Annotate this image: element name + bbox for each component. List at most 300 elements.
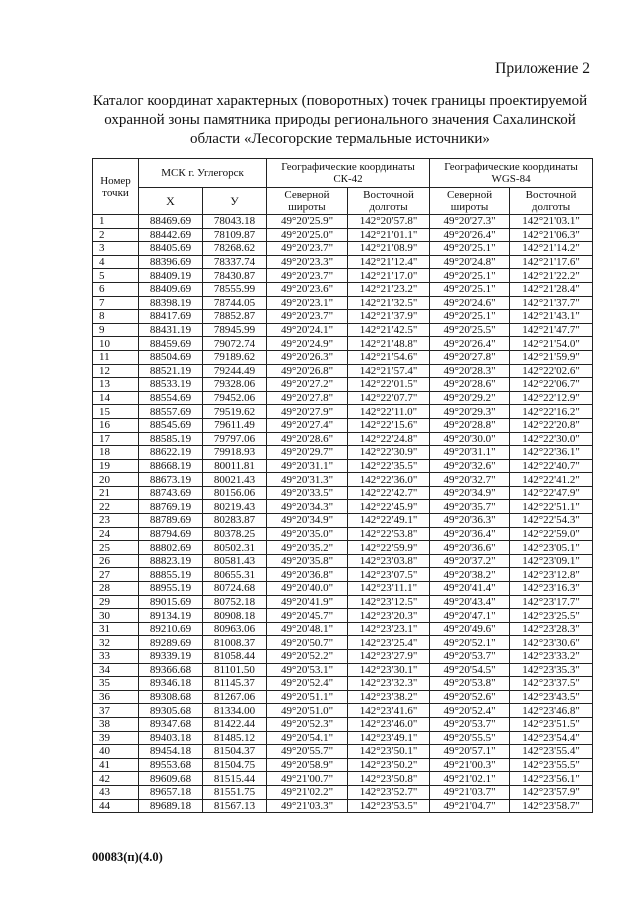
msk-x: 88789.69 (139, 514, 203, 528)
sk42-latitude: 49°20'31.3" (267, 473, 348, 487)
msk-x: 88442.69 (139, 228, 203, 242)
sk42-longitude: 142°22'35.5" (348, 459, 430, 473)
table-row (93, 405, 593, 419)
msk-x: 89454.18 (139, 745, 203, 759)
title-line: Каталог координат характерных (поворотных) точек границы проектируемой (92, 93, 588, 109)
msk-x: 89553.68 (139, 758, 203, 772)
point-number: 17 (93, 432, 139, 446)
wgs84-latitude: 49°20'36.6" (430, 541, 510, 555)
wgs84-longitude: 142°21'17.6" (510, 255, 593, 269)
wgs84-longitude: 142°23'28.3" (510, 622, 593, 636)
wgs84-latitude: 49°20'53.7" (430, 717, 510, 731)
sk42-latitude: 49°20'51.0" (267, 704, 348, 718)
point-number: 22 (93, 500, 139, 514)
msk-y: 79611.49 (203, 418, 267, 432)
wgs84-latitude: 49°21'02.1" (430, 772, 510, 786)
point-number: 5 (93, 269, 139, 283)
sk42-longitude: 142°22'45.9" (348, 500, 430, 514)
msk-x: 88409.69 (139, 282, 203, 296)
wgs84-longitude: 142°23'30.6" (510, 636, 593, 650)
msk-x: 88823.19 (139, 554, 203, 568)
table-row (93, 514, 593, 528)
sk42-longitude: 142°21'54.6" (348, 350, 430, 364)
wgs84-latitude: 49°20'32.7" (430, 473, 510, 487)
wgs84-latitude: 49°20'27.3" (430, 215, 510, 229)
wgs84-longitude: 142°22'40.7" (510, 459, 593, 473)
wgs84-longitude: 142°23'35.3" (510, 663, 593, 677)
header-wgs84-lon: Восточной долготы (510, 188, 593, 215)
msk-x: 88396.69 (139, 255, 203, 269)
msk-y: 78555.99 (203, 282, 267, 296)
wgs84-longitude: 142°23'51.5" (510, 717, 593, 731)
msk-x: 88673.19 (139, 473, 203, 487)
sk42-longitude: 142°23'03.8" (348, 554, 430, 568)
wgs84-longitude: 142°22'02.6" (510, 364, 593, 378)
sk42-latitude: 49°20'27.4" (267, 418, 348, 432)
msk-y: 81504.75 (203, 758, 267, 772)
header-wgs84: Географические координаты WGS-84 (430, 159, 593, 188)
msk-y: 78268.62 (203, 242, 267, 256)
sk42-latitude: 49°20'51.1" (267, 690, 348, 704)
title-line: охранной зоны памятника природы регионального значения Сахалинской (104, 112, 576, 128)
title-line: области «Лесогорские термальные источники» (190, 131, 490, 147)
wgs84-longitude: 142°23'57.9" (510, 785, 593, 799)
sk42-latitude: 49°20'23.6" (267, 282, 348, 296)
point-number: 19 (93, 459, 139, 473)
wgs84-longitude: 142°22'51.1" (510, 500, 593, 514)
table-row (93, 432, 593, 446)
sk42-longitude: 142°23'27.9" (348, 650, 430, 664)
wgs84-latitude: 49°20'28.6" (430, 378, 510, 392)
sk42-longitude: 142°23'50.2" (348, 758, 430, 772)
wgs84-latitude: 49°20'37.2" (430, 554, 510, 568)
sk42-latitude: 49°20'40.0" (267, 582, 348, 596)
wgs84-latitude: 49°20'24.6" (430, 296, 510, 310)
msk-x: 89657.18 (139, 785, 203, 799)
msk-y: 80502.31 (203, 541, 267, 555)
wgs84-longitude: 142°23'17.7" (510, 595, 593, 609)
point-number: 21 (93, 486, 139, 500)
point-number: 13 (93, 378, 139, 392)
wgs84-latitude: 49°20'26.4" (430, 228, 510, 242)
sk42-latitude: 49°20'50.7" (267, 636, 348, 650)
sk42-longitude: 142°23'12.5" (348, 595, 430, 609)
msk-y: 80581.43 (203, 554, 267, 568)
wgs84-longitude: 142°22'20.8" (510, 418, 593, 432)
table-row (93, 758, 593, 772)
sk42-longitude: 142°21'32.5" (348, 296, 430, 310)
msk-y: 80219.43 (203, 500, 267, 514)
wgs84-longitude: 142°23'25.5" (510, 609, 593, 623)
sk42-latitude: 49°20'52.2" (267, 650, 348, 664)
msk-y: 81058.44 (203, 650, 267, 664)
point-number: 42 (93, 772, 139, 786)
wgs84-longitude: 142°22'12.9" (510, 391, 593, 405)
sk42-latitude: 49°20'23.7" (267, 269, 348, 283)
table-row (93, 418, 593, 432)
point-number: 43 (93, 785, 139, 799)
sk42-longitude: 142°21'01.1" (348, 228, 430, 242)
msk-y: 80011.81 (203, 459, 267, 473)
sk42-longitude: 142°21'57.4" (348, 364, 430, 378)
table-row (93, 772, 593, 786)
table-row (93, 785, 593, 799)
table-row (93, 731, 593, 745)
wgs84-latitude: 49°20'35.7" (430, 500, 510, 514)
point-number: 28 (93, 582, 139, 596)
msk-x: 88545.69 (139, 418, 203, 432)
point-number: 24 (93, 527, 139, 541)
msk-x: 88794.69 (139, 527, 203, 541)
msk-y: 78852.87 (203, 310, 267, 324)
wgs84-latitude: 49°20'28.8" (430, 418, 510, 432)
sk42-longitude: 142°22'53.8" (348, 527, 430, 541)
wgs84-latitude: 49°20'52.6" (430, 690, 510, 704)
wgs84-longitude: 142°23'33.2" (510, 650, 593, 664)
point-number: 39 (93, 731, 139, 745)
table-row (93, 337, 593, 351)
msk-x: 89134.19 (139, 609, 203, 623)
wgs84-longitude: 142°22'59.0" (510, 527, 593, 541)
table-row (93, 799, 593, 813)
wgs84-latitude: 49°20'32.6" (430, 459, 510, 473)
wgs84-latitude: 49°20'38.2" (430, 568, 510, 582)
msk-y: 79918.93 (203, 446, 267, 460)
msk-x: 88668.19 (139, 459, 203, 473)
coordinates-table (92, 158, 593, 813)
table-row (93, 677, 593, 691)
wgs84-longitude: 142°23'37.5" (510, 677, 593, 691)
wgs84-longitude: 142°21'47.7" (510, 323, 593, 337)
msk-x: 88743.69 (139, 486, 203, 500)
sk42-latitude: 49°20'35.2" (267, 541, 348, 555)
msk-x: 89403.18 (139, 731, 203, 745)
wgs84-latitude: 49°20'25.1" (430, 310, 510, 324)
sk42-longitude: 142°23'07.5" (348, 568, 430, 582)
msk-x: 88521.19 (139, 364, 203, 378)
sk42-latitude: 49°20'52.4" (267, 677, 348, 691)
msk-x: 89689.18 (139, 799, 203, 813)
wgs84-latitude: 49°20'25.5" (430, 323, 510, 337)
wgs84-latitude: 49°21'03.7" (430, 785, 510, 799)
sk42-longitude: 142°23'30.1" (348, 663, 430, 677)
msk-y: 79072.74 (203, 337, 267, 351)
wgs84-latitude: 49°20'54.5" (430, 663, 510, 677)
sk42-latitude: 49°21'02.2" (267, 785, 348, 799)
point-number: 6 (93, 282, 139, 296)
sk42-latitude: 49°20'31.1" (267, 459, 348, 473)
wgs84-latitude: 49°20'53.8" (430, 677, 510, 691)
header-sk42-lat: Северной широты (267, 188, 348, 215)
sk42-longitude: 142°21'42.5" (348, 323, 430, 337)
point-number: 34 (93, 663, 139, 677)
point-number: 23 (93, 514, 139, 528)
msk-y: 80021.43 (203, 473, 267, 487)
appendix-label: Приложение 2 (495, 60, 590, 77)
sk42-longitude: 142°21'08.9" (348, 242, 430, 256)
wgs84-longitude: 142°23'54.4" (510, 731, 593, 745)
msk-x: 88769.19 (139, 500, 203, 514)
point-number: 35 (93, 677, 139, 691)
sk42-latitude: 49°20'24.9" (267, 337, 348, 351)
point-number: 14 (93, 391, 139, 405)
msk-x: 88398.19 (139, 296, 203, 310)
wgs84-longitude: 142°22'16.2" (510, 405, 593, 419)
header-x: X (139, 188, 203, 215)
sk42-latitude: 49°20'48.1" (267, 622, 348, 636)
msk-y: 80655.31 (203, 568, 267, 582)
sk42-latitude: 49°20'25.0" (267, 228, 348, 242)
wgs84-latitude: 49°20'55.5" (430, 731, 510, 745)
wgs84-longitude: 142°23'16.3" (510, 582, 593, 596)
point-number: 16 (93, 418, 139, 432)
wgs84-longitude: 142°21'22.2" (510, 269, 593, 283)
sk42-latitude: 49°21'00.7" (267, 772, 348, 786)
wgs84-latitude: 49°20'31.1" (430, 446, 510, 460)
wgs84-latitude: 49°20'47.1" (430, 609, 510, 623)
point-number: 7 (93, 296, 139, 310)
sk42-longitude: 142°23'25.4" (348, 636, 430, 650)
wgs84-latitude: 49°20'26.4" (430, 337, 510, 351)
msk-x: 89015.69 (139, 595, 203, 609)
msk-y: 81515.44 (203, 772, 267, 786)
point-number: 27 (93, 568, 139, 582)
point-number: 33 (93, 650, 139, 664)
table-row (93, 500, 593, 514)
msk-y: 79328.06 (203, 378, 267, 392)
sk42-longitude: 142°23'41.6" (348, 704, 430, 718)
msk-x: 89366.68 (139, 663, 203, 677)
wgs84-latitude: 49°20'29.2" (430, 391, 510, 405)
table-row (93, 282, 593, 296)
wgs84-latitude: 49°20'36.3" (430, 514, 510, 528)
sk42-longitude: 142°23'50.8" (348, 772, 430, 786)
msk-x: 89347.68 (139, 717, 203, 731)
sk42-longitude: 142°20'57.8" (348, 215, 430, 229)
msk-y: 78744.05 (203, 296, 267, 310)
wgs84-longitude: 142°23'46.8" (510, 704, 593, 718)
header-sk42-lon: Восточной долготы (348, 188, 430, 215)
table-row (93, 473, 593, 487)
point-number: 10 (93, 337, 139, 351)
msk-x: 88955.19 (139, 582, 203, 596)
sk42-latitude: 49°20'23.1" (267, 296, 348, 310)
wgs84-longitude: 142°23'56.1" (510, 772, 593, 786)
table-body (93, 215, 593, 813)
table-row (93, 459, 593, 473)
table-row (93, 717, 593, 731)
table-row (93, 350, 593, 364)
point-number: 3 (93, 242, 139, 256)
msk-y: 79452.06 (203, 391, 267, 405)
msk-y: 78945.99 (203, 323, 267, 337)
header-msk: МСК г. Углегорск (139, 159, 267, 188)
table-row (93, 323, 593, 337)
point-number: 41 (93, 758, 139, 772)
table-row (93, 310, 593, 324)
msk-x: 89308.68 (139, 690, 203, 704)
table-row (93, 582, 593, 596)
wgs84-longitude: 142°23'58.7" (510, 799, 593, 813)
sk42-longitude: 142°21'23.2" (348, 282, 430, 296)
sk42-longitude: 142°21'37.9" (348, 310, 430, 324)
sk42-longitude: 142°22'01.5" (348, 378, 430, 392)
sk42-latitude: 49°20'28.6" (267, 432, 348, 446)
sk42-latitude: 49°20'52.3" (267, 717, 348, 731)
header-wgs84-lat: Северной широты (430, 188, 510, 215)
msk-y: 81008.37 (203, 636, 267, 650)
wgs84-longitude: 142°21'03.1" (510, 215, 593, 229)
msk-y: 81422.44 (203, 717, 267, 731)
msk-y: 80908.18 (203, 609, 267, 623)
table-row (93, 595, 593, 609)
msk-x: 89339.19 (139, 650, 203, 664)
msk-x: 88417.69 (139, 310, 203, 324)
wgs84-latitude: 49°20'53.7" (430, 650, 510, 664)
sk42-latitude: 49°20'29.7" (267, 446, 348, 460)
msk-x: 88405.69 (139, 242, 203, 256)
msk-y: 79189.62 (203, 350, 267, 364)
sk42-longitude: 142°23'50.1" (348, 745, 430, 759)
table-row (93, 446, 593, 460)
sk42-longitude: 142°22'11.0" (348, 405, 430, 419)
point-number: 40 (93, 745, 139, 759)
wgs84-latitude: 49°21'04.7" (430, 799, 510, 813)
point-number: 38 (93, 717, 139, 731)
wgs84-latitude: 49°20'28.3" (430, 364, 510, 378)
wgs84-latitude: 49°20'29.3" (430, 405, 510, 419)
sk42-latitude: 49°20'55.7" (267, 745, 348, 759)
sk42-latitude: 49°20'23.7" (267, 310, 348, 324)
point-number: 15 (93, 405, 139, 419)
wgs84-longitude: 142°22'06.7" (510, 378, 593, 392)
msk-y: 80963.06 (203, 622, 267, 636)
wgs84-latitude: 49°20'25.1" (430, 282, 510, 296)
msk-x: 88557.69 (139, 405, 203, 419)
sk42-longitude: 142°23'52.7" (348, 785, 430, 799)
msk-x: 88431.19 (139, 323, 203, 337)
sk42-latitude: 49°20'45.7" (267, 609, 348, 623)
point-number: 25 (93, 541, 139, 555)
sk42-latitude: 49°20'58.9" (267, 758, 348, 772)
point-number: 36 (93, 690, 139, 704)
table-row (93, 704, 593, 718)
wgs84-latitude: 49°21'00.3" (430, 758, 510, 772)
table-row (93, 378, 593, 392)
msk-x: 88554.69 (139, 391, 203, 405)
msk-x: 88533.19 (139, 378, 203, 392)
sk42-latitude: 49°20'25.9" (267, 215, 348, 229)
sk42-longitude: 142°23'49.1" (348, 731, 430, 745)
msk-y: 81485.12 (203, 731, 267, 745)
sk42-longitude: 142°21'48.8" (348, 337, 430, 351)
wgs84-longitude: 142°23'05.1" (510, 541, 593, 555)
document-title (60, 92, 620, 149)
wgs84-longitude: 142°21'06.3" (510, 228, 593, 242)
wgs84-latitude: 49°20'57.1" (430, 745, 510, 759)
sk42-latitude: 49°20'26.8" (267, 364, 348, 378)
wgs84-longitude: 142°21'37.7" (510, 296, 593, 310)
msk-x: 88504.69 (139, 350, 203, 364)
msk-x: 88622.19 (139, 446, 203, 460)
point-number: 8 (93, 310, 139, 324)
sk42-latitude: 49°20'23.3" (267, 255, 348, 269)
wgs84-latitude: 49°20'52.4" (430, 704, 510, 718)
sk42-longitude: 142°21'17.0" (348, 269, 430, 283)
msk-y: 78109.87 (203, 228, 267, 242)
table-row (93, 364, 593, 378)
sk42-longitude: 142°23'32.3" (348, 677, 430, 691)
wgs84-latitude: 49°20'27.8" (430, 350, 510, 364)
sk42-latitude: 49°20'27.8" (267, 391, 348, 405)
wgs84-longitude: 142°23'43.5" (510, 690, 593, 704)
wgs84-longitude: 142°21'28.4" (510, 282, 593, 296)
sk42-latitude: 49°21'03.3" (267, 799, 348, 813)
sk42-longitude: 142°22'07.7" (348, 391, 430, 405)
msk-x: 88802.69 (139, 541, 203, 555)
table-row (93, 486, 593, 500)
msk-y: 79797.06 (203, 432, 267, 446)
sk42-longitude: 142°23'53.5" (348, 799, 430, 813)
msk-y: 81551.75 (203, 785, 267, 799)
point-number: 20 (93, 473, 139, 487)
table-row (93, 242, 593, 256)
table-row (93, 296, 593, 310)
table-row (93, 745, 593, 759)
point-number: 29 (93, 595, 139, 609)
point-number: 31 (93, 622, 139, 636)
msk-y: 81504.37 (203, 745, 267, 759)
msk-x: 88459.69 (139, 337, 203, 351)
table-row (93, 622, 593, 636)
point-number: 11 (93, 350, 139, 364)
sk42-longitude: 142°22'36.0" (348, 473, 430, 487)
wgs84-longitude: 142°21'54.0" (510, 337, 593, 351)
wgs84-latitude: 49°20'30.0" (430, 432, 510, 446)
msk-x: 88585.19 (139, 432, 203, 446)
header-sk42: Географические координаты СК-42 (267, 159, 430, 188)
sk42-longitude: 142°23'23.1" (348, 622, 430, 636)
table-row (93, 690, 593, 704)
wgs84-longitude: 142°23'12.8" (510, 568, 593, 582)
sk42-longitude: 142°22'59.9" (348, 541, 430, 555)
wgs84-longitude: 142°22'30.0" (510, 432, 593, 446)
wgs84-latitude: 49°20'52.1" (430, 636, 510, 650)
sk42-latitude: 49°20'27.9" (267, 405, 348, 419)
point-number: 44 (93, 799, 139, 813)
sk42-latitude: 49°20'35.0" (267, 527, 348, 541)
point-number: 12 (93, 364, 139, 378)
sk42-latitude: 49°20'26.3" (267, 350, 348, 364)
point-number: 30 (93, 609, 139, 623)
wgs84-latitude: 49°20'43.4" (430, 595, 510, 609)
msk-y: 81567.13 (203, 799, 267, 813)
table-row (93, 663, 593, 677)
table-row (93, 215, 593, 229)
msk-x: 89305.68 (139, 704, 203, 718)
msk-y: 80283.87 (203, 514, 267, 528)
msk-y: 79244.49 (203, 364, 267, 378)
sk42-longitude: 142°22'42.7" (348, 486, 430, 500)
msk-y: 80724.68 (203, 582, 267, 596)
msk-x: 89210.69 (139, 622, 203, 636)
sk42-longitude: 142°22'30.9" (348, 446, 430, 460)
sk42-longitude: 142°22'24.8" (348, 432, 430, 446)
sk42-latitude: 49°20'41.9" (267, 595, 348, 609)
point-number: 26 (93, 554, 139, 568)
wgs84-longitude: 142°22'47.9" (510, 486, 593, 500)
wgs84-longitude: 142°21'14.2" (510, 242, 593, 256)
